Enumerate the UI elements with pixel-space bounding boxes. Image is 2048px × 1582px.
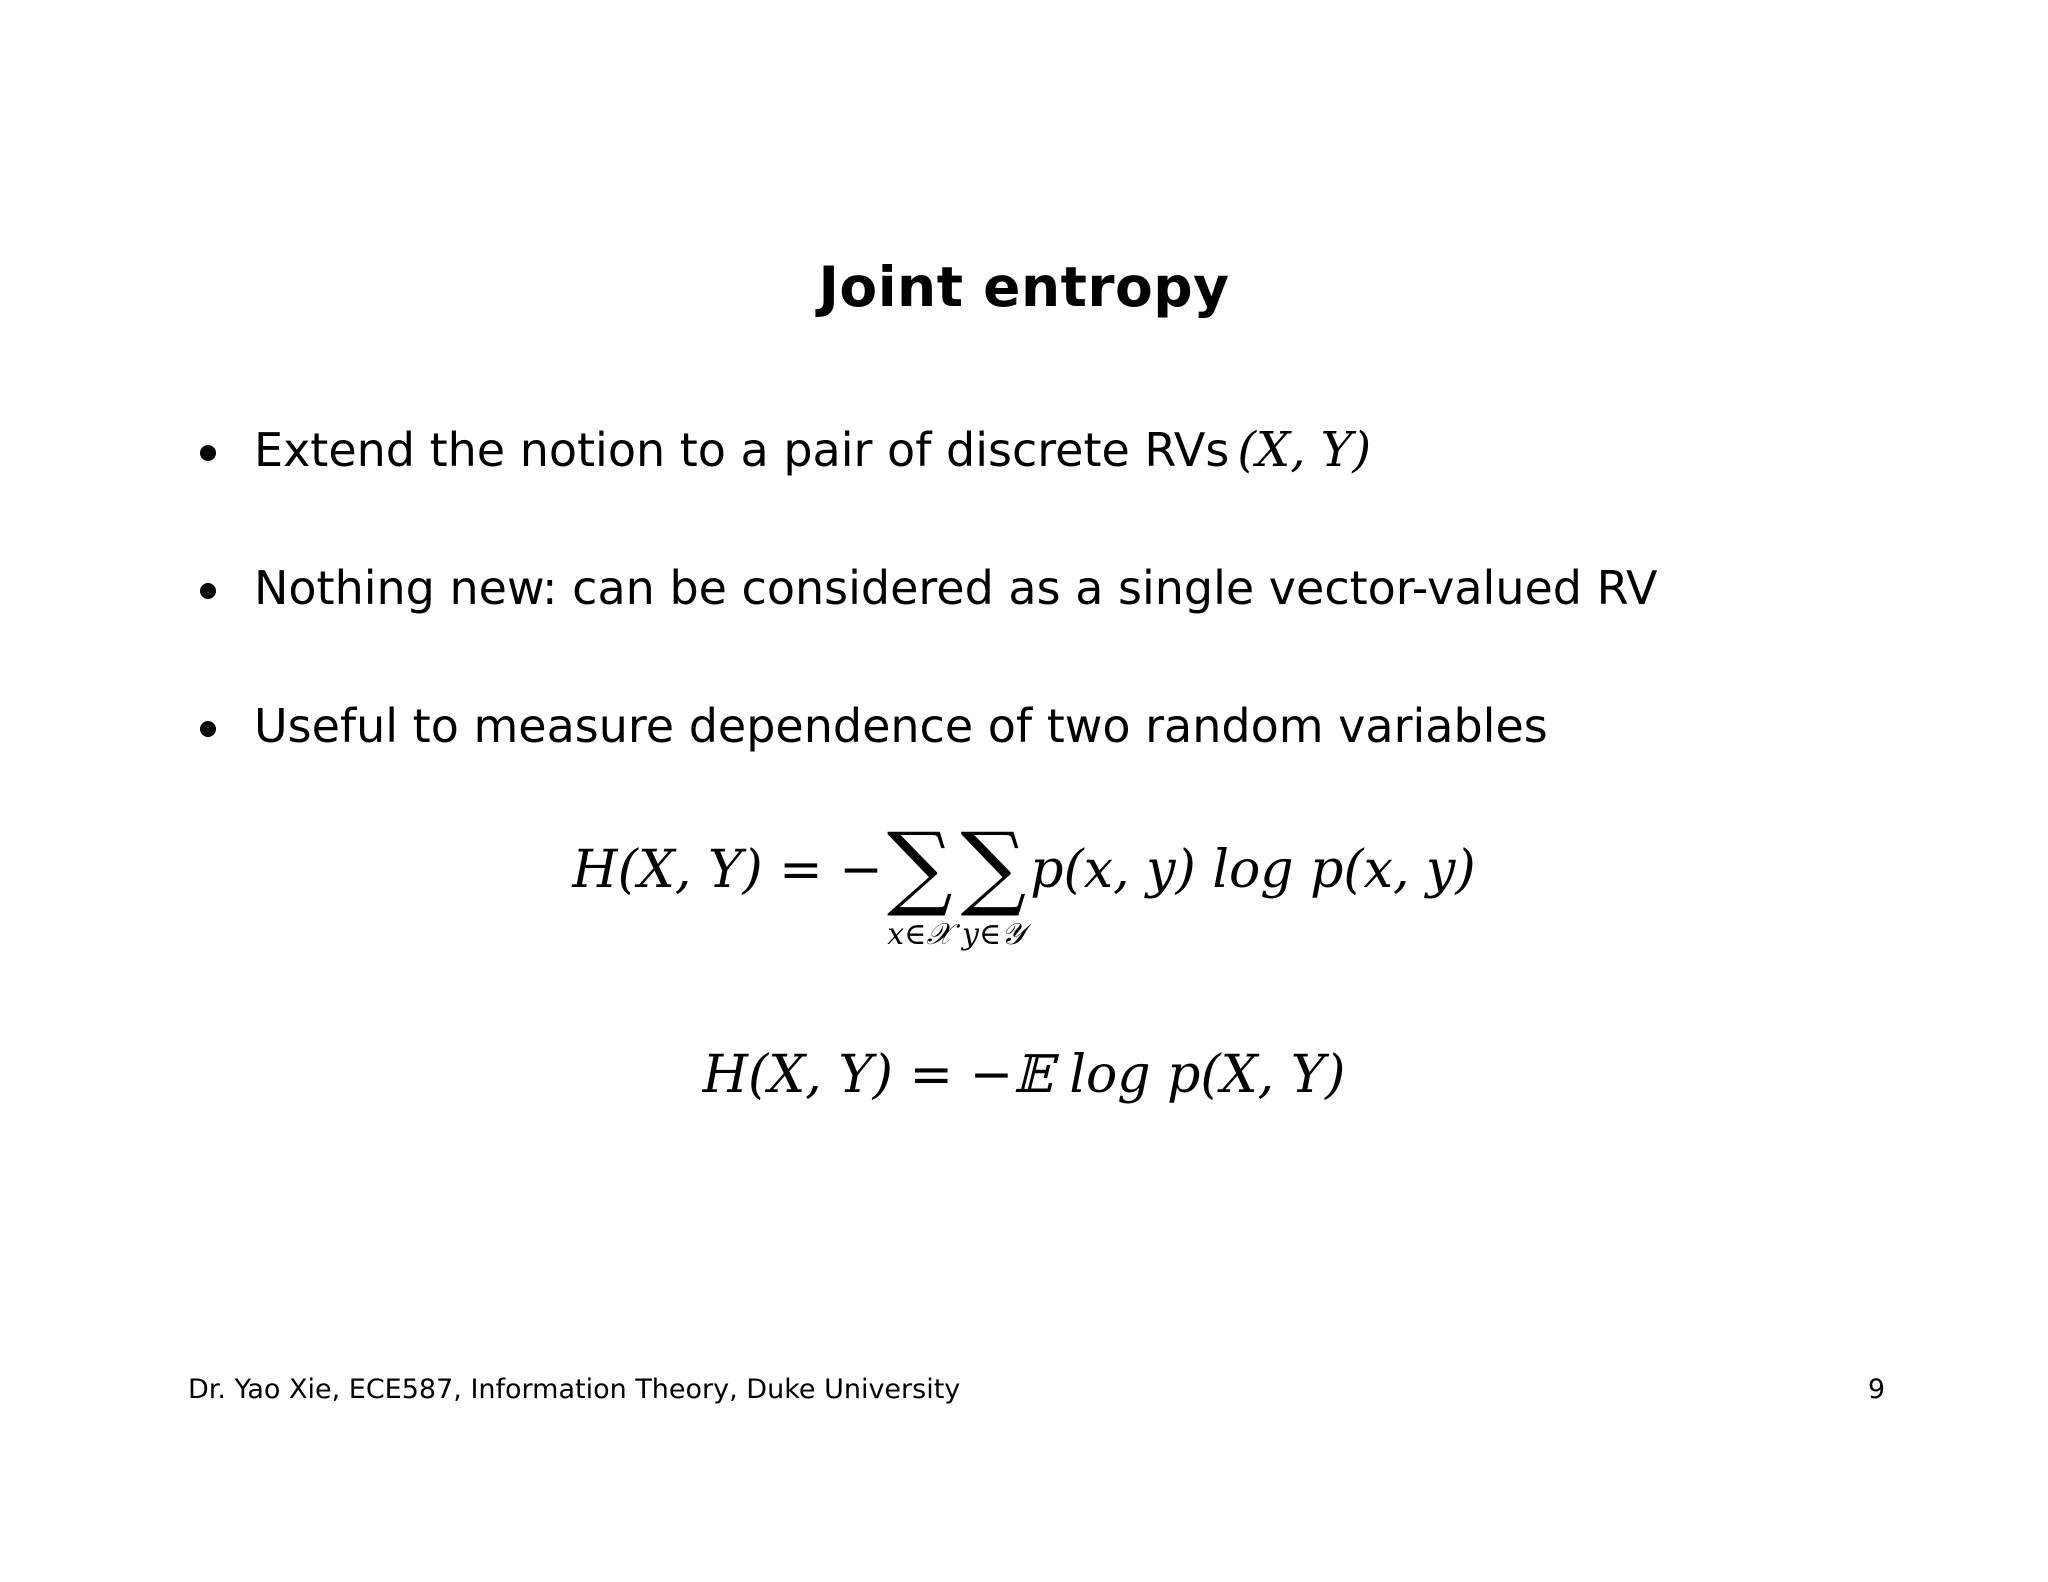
bullet-text-3: Useful to measure dependence of two random variables (254, 699, 1548, 753)
bullet-dot-icon (200, 721, 216, 737)
equation-expectation: H(X, Y) = −𝔼 log p(X, Y) (702, 1045, 1346, 1105)
bullet-item-2 (196, 558, 1946, 696)
equation-rhs: p(x, y) log p(x, y) (1030, 840, 1476, 900)
bullet-text-1: Extend the notion to a pair of discrete RVs (254, 423, 1230, 477)
bullet-dot-icon (200, 445, 216, 461)
summation-icon: ∑ (960, 813, 1027, 920)
bullet-list (196, 420, 1946, 834)
footer-credit: Dr. Yao Xie, ECE587, Information Theory, Duke University (188, 1374, 961, 1405)
sum-subscript-x: x∈𝒳 (887, 917, 953, 952)
equation-joint-entropy-expectation (0, 1040, 2048, 1110)
sum-subscript-y: y∈𝒴 (962, 917, 1025, 952)
bullet-text (254, 420, 1371, 480)
bullet-dot-icon (200, 583, 216, 599)
summation-icon: ∑ (886, 813, 953, 920)
sum-over-y (960, 813, 1027, 955)
page-number: 9 (1867, 1374, 1885, 1405)
bullet-text-2: Nothing new: can be considered as a single vector-valued RV (254, 561, 1658, 615)
equation-joint-entropy-sum (0, 813, 2048, 955)
bullet-item-3 (196, 696, 1946, 834)
equation-lhs: H(X, Y) = − (572, 840, 883, 900)
slide-title: Joint entropy (818, 255, 1230, 319)
inline-math-xy: (X, Y) (1237, 422, 1372, 478)
bullet-item-1 (196, 420, 1946, 558)
sum-over-x (886, 813, 953, 955)
